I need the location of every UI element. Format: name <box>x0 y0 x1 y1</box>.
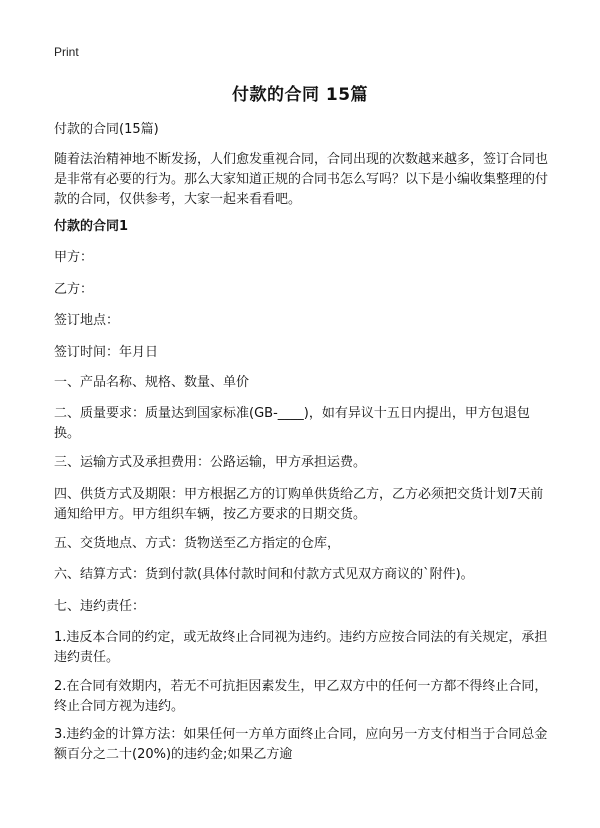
clause-item: 二、质量要求：质量达到国家标准(GB-____)，如有异议十五日内提出，甲方包退包换。 <box>54 406 530 441</box>
party-a-line: 甲方： <box>54 250 94 265</box>
clause-item: 2.在合同有效期内，若无不可抗拒因素发生，甲乙双方中的任何一方都不得终止合同，终止合同方视为违约。 <box>54 679 548 714</box>
clause-item: 一、产品名称、规格、数量、单价 <box>54 375 250 390</box>
clause-item: 四、供货方式及期限：甲方根据乙方的订购单供货给乙方，乙方必须把交货计划7天前通知给甲方。甲方组织车辆，按乙方要求的日期交货。 <box>54 487 544 522</box>
clause-item: 三、运输方式及承担费用：公路运输，甲方承担运费。 <box>54 455 367 470</box>
intro-paragraph: 随着法治精神地不断发扬，人们愈发重视合同，合同出现的次数越来越多，签订合同也是非常有必要的行为。那么大家知道正规的合同书怎么写吗？以下是小编收集整理的付款的合同，仅供参考，大家一起来看看吧。 <box>54 152 549 207</box>
sign-place-line: 签订地点： <box>54 313 120 328</box>
page-title: 付款的合同 15篇 <box>231 85 369 105</box>
clause-item: 六、结算方式：货到付款(具体付款时间和付款方式见双方商议的`附件)。 <box>54 567 474 582</box>
clause-item: 五、交货地点、方式：货物送至乙方指定的仓库， <box>54 536 341 551</box>
clause-item: 七、违约责任： <box>54 599 146 614</box>
clause-item: 1.违反本合同的约定，或无故终止合同视为违约。违约方应按合同法的有关规定，承担违约责任。 <box>54 630 548 665</box>
document-subtitle: 付款的合同(15篇) <box>54 122 159 137</box>
sign-time-line: 签订时间：年月日 <box>54 345 159 360</box>
print-link[interactable]: Print <box>54 45 79 59</box>
clause-item: 3.违约金的计算方法：如果任何一方单方面终止合同，应向另一方支付相当于合同总金额百分之二十(20%)的违约金;如果乙方逾 <box>54 727 548 762</box>
party-b-line: 乙方： <box>54 282 94 297</box>
section-heading: 付款的合同1 <box>54 219 129 234</box>
